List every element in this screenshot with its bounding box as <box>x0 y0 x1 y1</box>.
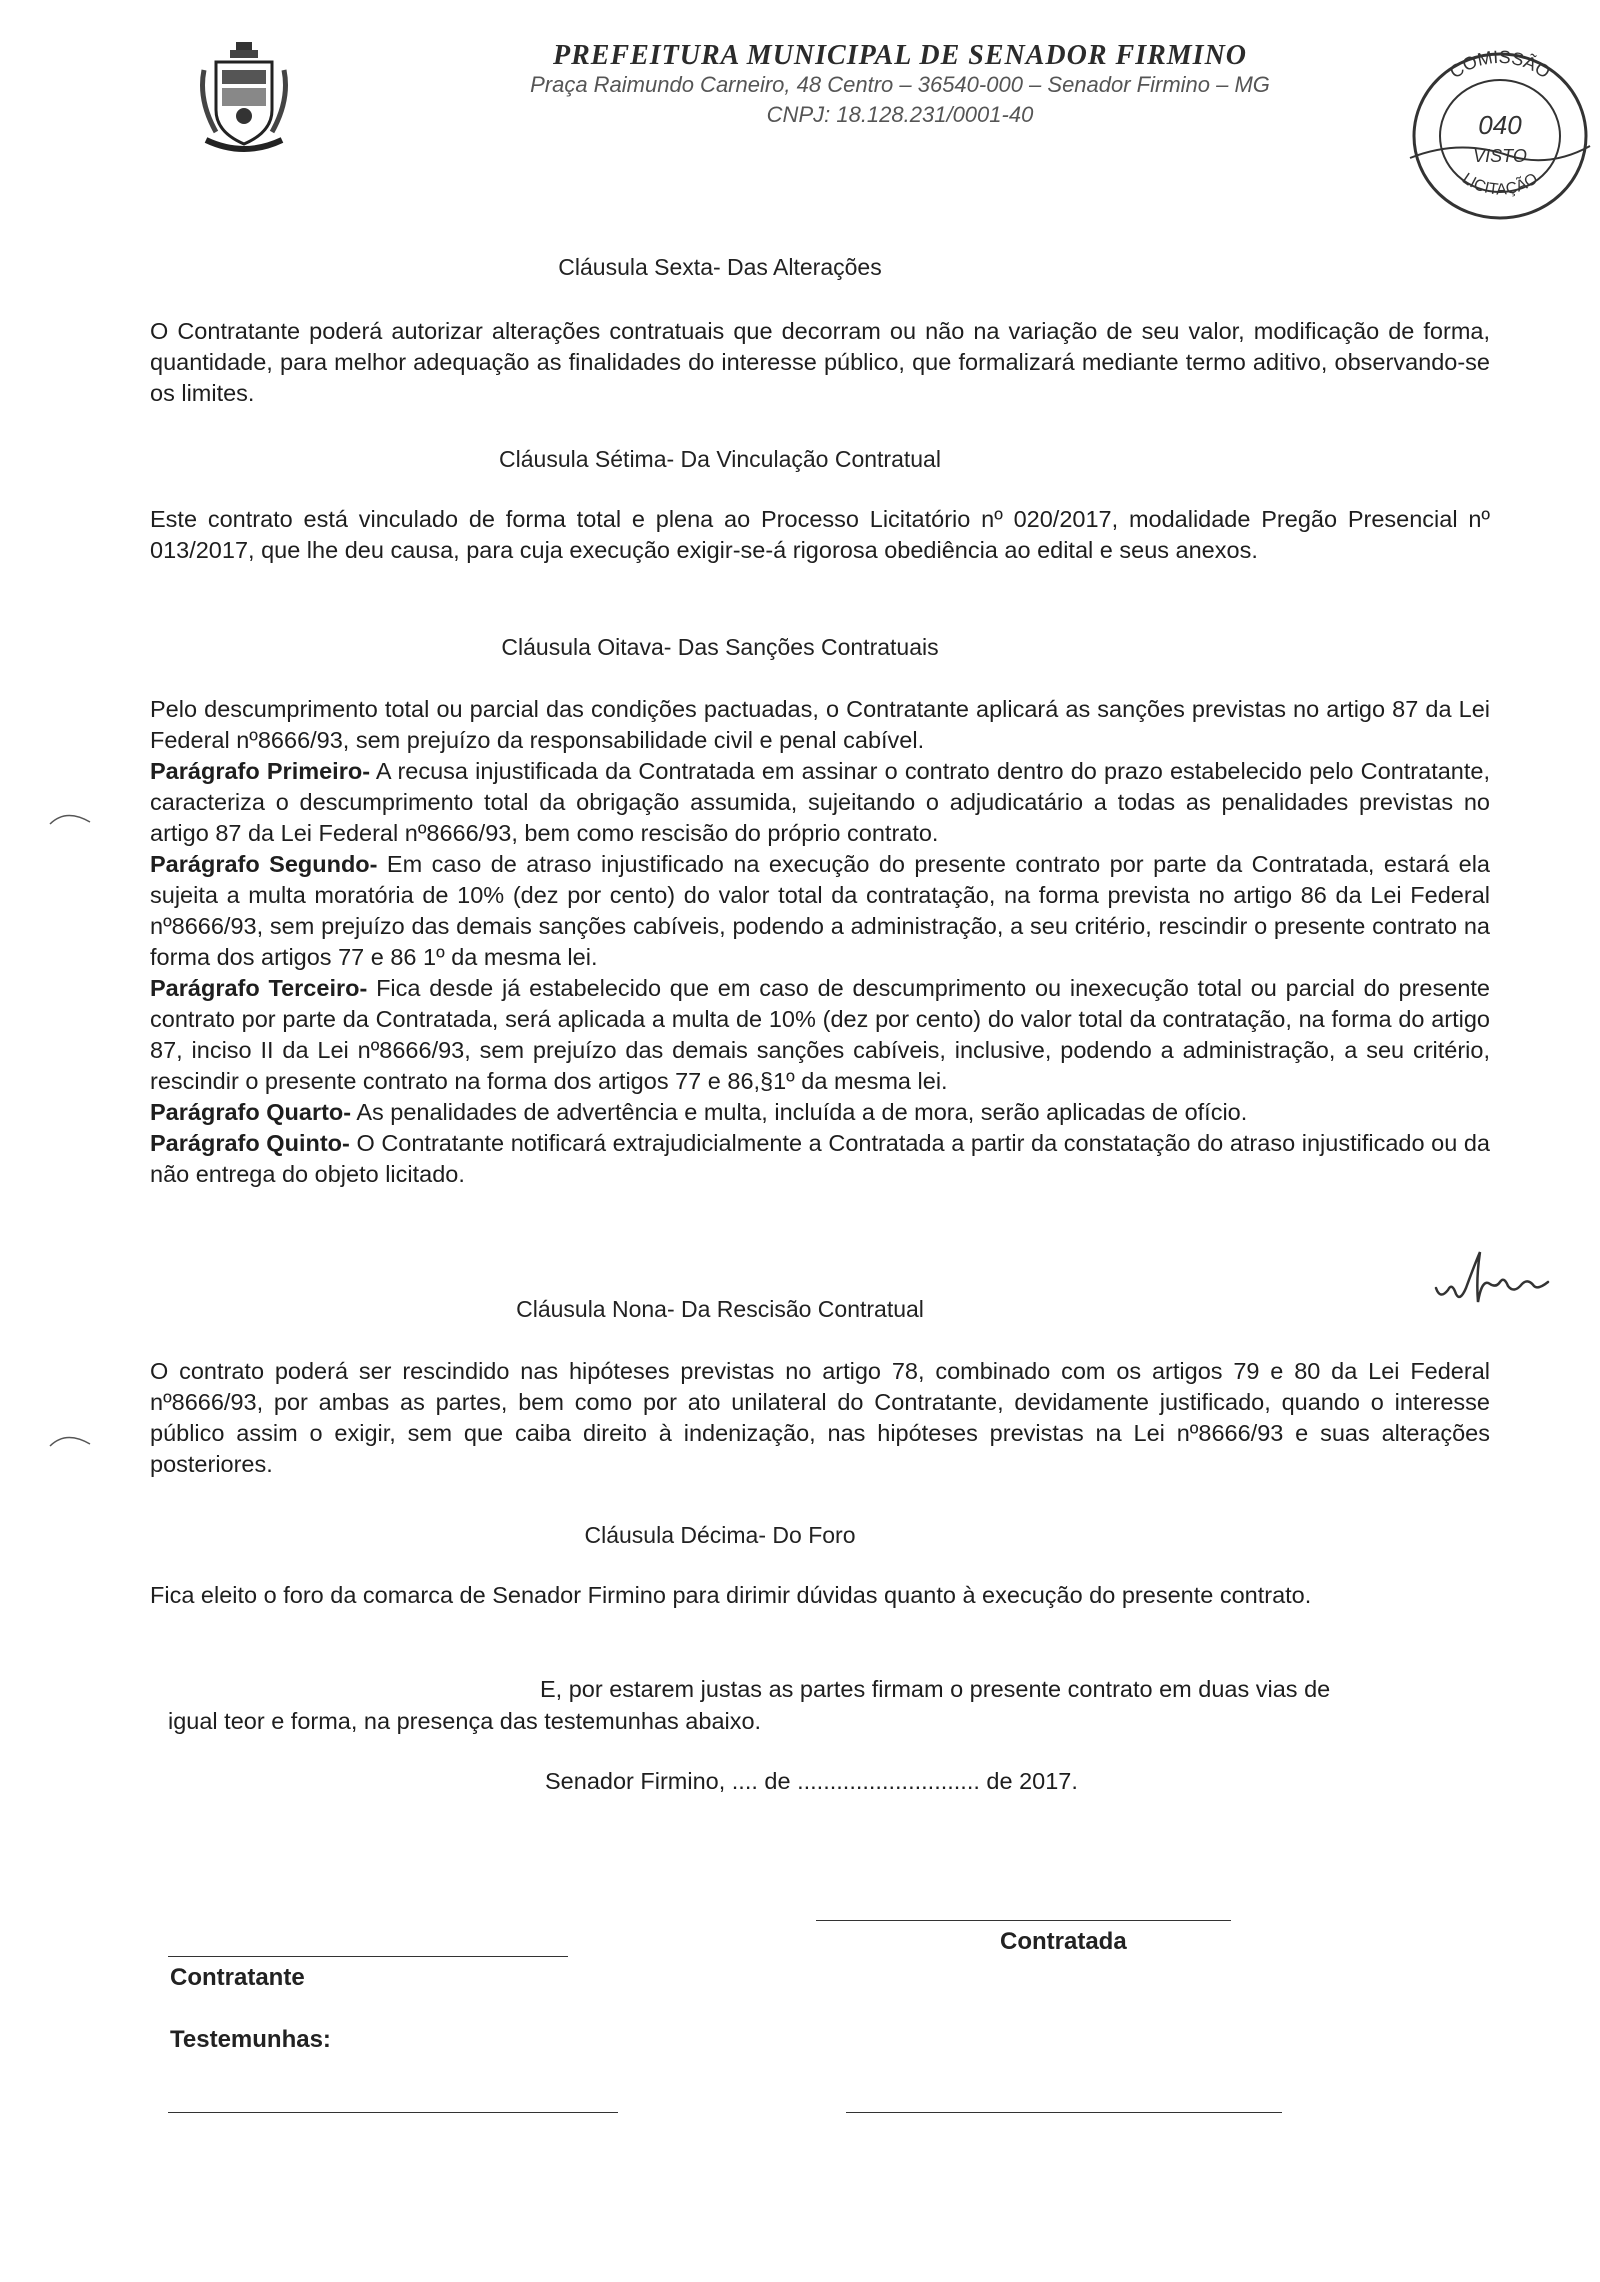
margin-mark <box>46 806 96 828</box>
letterhead-address: Praça Raimundo Carneiro, 48 Centro – 36540-000 – Senador Firmino – MG <box>530 72 1270 97</box>
paragraph-quarto-label: Parágrafo Quarto- <box>150 1099 352 1125</box>
testemunhas-label: Testemunhas: <box>170 2026 331 2053</box>
paragraph-quarto-text: As penalidades de advertência e multa, incluída a de mora, serão aplicadas de ofício. <box>351 1099 1248 1125</box>
contratante-signature-line <box>168 1956 568 1957</box>
clause-nona-text: O contrato poderá ser rescindido nas hipóteses previstas no artigo 78, combinado com os artigos 79 e 80 da Lei Federal nº8666/93, por ambas as partes, bem como por ato unilateral do Contratante, devidamente justificado, quando o interesse público assim o exigir, sem que caiba direito à indenização, nas hipóteses previstas na Lei nº8666/93 e suas alterações posteriores. <box>150 1358 1490 1477</box>
stamp-middle-text: VISTO <box>1473 146 1527 166</box>
paragraph-quinto-text: O Contratante notificará extrajudicialmente a Contratada a partir da constatação do atraso injustificado ou da não entrega do objeto licitado. <box>150 1130 1491 1187</box>
stamp-top-text: COMISSÃO <box>1445 46 1554 83</box>
clause-sexta-text: O Contratante poderá autorizar alterações contratuais que decorram ou não na variação de seu valor, modificação de forma, quantidade, para melhor adequação as finalidades do interesse público, que formalizará mediante termo aditivo, observando-se os limites. <box>150 318 1490 406</box>
clause-oitava-block <box>150 694 1490 1190</box>
margin-mark <box>46 1428 96 1450</box>
clause-oitava-heading: Cláusula Oitava- Das Sanções Contratuais <box>501 634 939 660</box>
paragraph-quinto-label: Parágrafo Quinto- <box>150 1130 350 1156</box>
contratada-label: Contratada <box>1000 1928 1127 1955</box>
stamp-bottom-text: LICITAÇÃO <box>1459 170 1541 199</box>
witness-2-signature-line <box>846 2112 1282 2113</box>
svg-text:COMISSÃO <box>1446 47 1554 82</box>
paragraph-terceiro-text: Fica desde já estabelecido que em caso de descumprimento ou inexecução total ou parcial do presente contrato por parte da Contratada, será aplicada a multa de 10% (dez por cento) do valor total da contratação, na forma do artigo 87, inciso II da Lei nº8666/93, sem prejuízo das demais sanções cabíveis, inclusive, podendo a administração, a seu critério, rescindir o presente contrato na forma dos artigos 77 e 86,§1º da mesma lei. <box>150 975 1490 1094</box>
letterhead-cnpj: CNPJ: 18.128.231/0001-40 <box>766 102 1034 127</box>
clause-sexta-heading: Cláusula Sexta- Das Alterações <box>558 254 882 280</box>
clause-decima-text: Fica eleito o foro da comarca de Senador Firmino para dirimir dúvidas quanto à execução do presente contrato. <box>150 1582 1312 1608</box>
paragraph-primeiro-text: A recusa injustificada da Contratada em assinar o contrato dentro do prazo estabelecido pelo Contratante, caracteriza o descumprimento total da obrigação assumida, sujeitando o adjudicatário a todas as penalidades previstas no artigo 87 da Lei Federal nº8666/93, bem como rescisão do próprio contrato. <box>150 758 1490 846</box>
clause-setima-heading: Cláusula Sétima- Da Vinculação Contratual <box>499 446 941 472</box>
clause-decima-heading: Cláusula Décima- Do Foro <box>584 1522 856 1548</box>
paragraph-segundo-label: Parágrafo Segundo- <box>150 851 378 877</box>
closing-date: Senador Firmino, .... de ............................ de 2017. <box>545 1768 1078 1794</box>
paragraph-terceiro-label: Parágrafo Terceiro- <box>150 975 368 1001</box>
contratante-label: Contratante <box>170 1964 305 1991</box>
witness-1-signature-line <box>168 2112 618 2113</box>
svg-text:LICITAÇÃO <box>1459 170 1541 198</box>
clause-setima-text: Este contrato está vinculado de forma total e plena ao Processo Licitatório nº 020/2017, modalidade Pregão Presencial nº 013/2017, que lhe deu causa, para cuja execução exigir-se-á rigorosa obediência ao edital e seus anexos. <box>150 506 1490 563</box>
commission-stamp <box>1400 38 1600 228</box>
closing-line-2: igual teor e forma, na presença das testemunhas abaixo. <box>168 1708 762 1734</box>
clause-nona-heading: Cláusula Nona- Da Rescisão Contratual <box>516 1296 924 1322</box>
paragraph-primeiro-label: Parágrafo Primeiro- <box>150 758 371 784</box>
closing-line-1: E, por estarem justas as partes firmam o presente contrato em duas vias de <box>540 1676 1331 1702</box>
clause-oitava-text: Pelo descumprimento total ou parcial das condições pactuadas, o Contratante aplicará as sanções previstas no artigo 87 da Lei Federal nº8666/93, sem prejuízo da responsabilidade civil e penal cabível. <box>150 696 1490 753</box>
letterhead-title: PREFEITURA MUNICIPAL DE SENADOR FIRMINO <box>552 40 1248 71</box>
handwritten-initials <box>1430 1248 1560 1308</box>
paragraph-segundo-text: Em caso de atraso injustificado na execução do presente contrato por parte da Contratada, estará ela sujeita a multa moratória de 10% (dez por cento) do valor total da contratação, na forma prevista no artigo 86 da Lei Federal nº8666/93, sem prejuízo das demais sanções cabíveis, podendo a administração, a seu critério, rescindir o presente contrato na forma dos artigos 77 e 86 1º da mesma lei. <box>150 851 1490 970</box>
contratada-signature-line <box>816 1920 1231 1921</box>
municipal-crest-icon <box>196 40 292 155</box>
stamp-number: 040 <box>1478 110 1522 140</box>
